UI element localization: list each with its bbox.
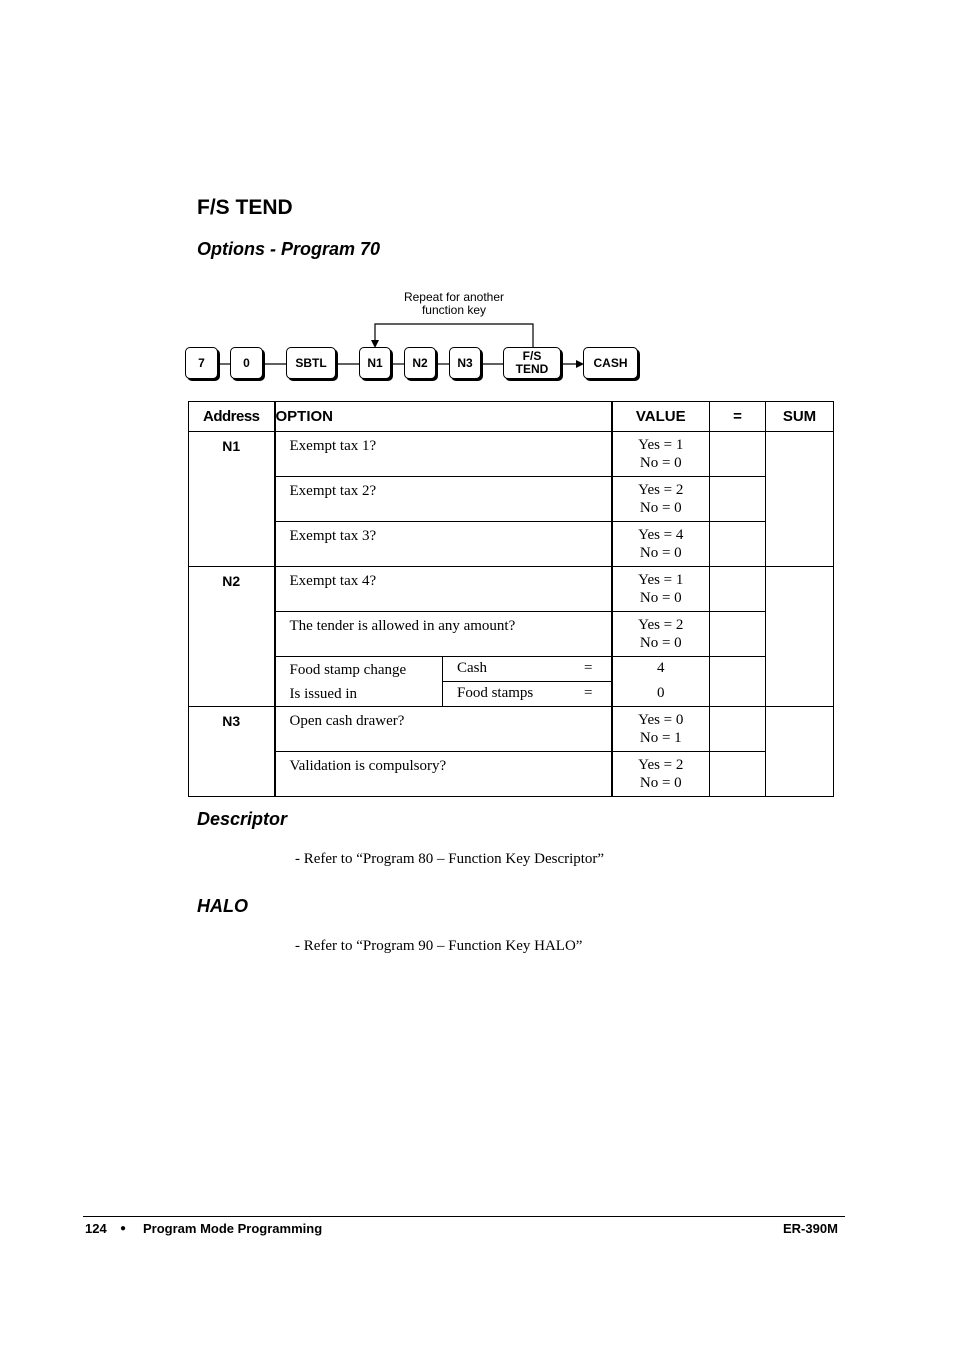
key-cash[interactable]: CASH: [583, 347, 638, 379]
equals-cell[interactable]: [710, 522, 766, 567]
footer-page-number: 124: [85, 1221, 107, 1236]
food-stamp-choice-cash: Cash =: [443, 657, 612, 682]
equals-cell[interactable]: [710, 612, 766, 657]
table-row: [189, 657, 834, 682]
options-table: [188, 401, 834, 797]
option-value: Yes = 0 No = 1: [612, 707, 710, 752]
food-stamp-option: Food stamp change Is issued in: [275, 657, 443, 707]
table-header-row: [189, 402, 834, 432]
descriptor-heading: Descriptor: [197, 809, 288, 829]
table-row: [189, 522, 834, 567]
option-value: Yes = 1 No = 0: [612, 432, 710, 477]
option-value: Yes = 2 No = 0: [612, 752, 710, 797]
option-text: Exempt tax 3?: [275, 522, 612, 567]
descriptor-reference: - Refer to “Program 80 – Function Key Descriptor”: [295, 851, 605, 867]
key-n3[interactable]: N3: [449, 347, 481, 379]
sum-cell-n3[interactable]: [766, 707, 834, 797]
header-sum: SUM: [766, 402, 834, 432]
sum-cell-n1[interactable]: [766, 432, 834, 567]
options-heading: Options - Program 70: [197, 239, 381, 259]
option-value: Yes = 4 No = 0: [612, 522, 710, 567]
page-title: F/S TEND: [197, 196, 293, 219]
header-address: Address: [189, 402, 275, 432]
diagram-connectors: [0, 0, 954, 400]
footer-divider: [83, 1216, 845, 1217]
equals-cell[interactable]: [710, 707, 766, 752]
equals-cell[interactable]: [710, 432, 766, 477]
equals-cell[interactable]: [710, 657, 766, 707]
option-value: Yes = 1 No = 0: [612, 567, 710, 612]
header-option: OPTION: [275, 402, 612, 432]
key-fs-tend[interactable]: F/S TEND: [503, 347, 561, 379]
option-text: Open cash drawer?: [275, 707, 612, 752]
food-stamp-value-food-stamps: 0: [612, 682, 710, 707]
table-row: [189, 567, 834, 612]
equals-cell[interactable]: [710, 477, 766, 522]
key-n2[interactable]: N2: [404, 347, 436, 379]
footer-section-title: Program Mode Programming: [143, 1221, 323, 1236]
key-0[interactable]: 0: [230, 347, 263, 379]
option-text: Validation is compulsory?: [275, 752, 612, 797]
option-text: Exempt tax 1?: [275, 432, 612, 477]
header-equals: =: [710, 402, 766, 432]
table-row: [189, 752, 834, 797]
option-text: Exempt tax 2?: [275, 477, 612, 522]
key-sbtl[interactable]: SBTL: [286, 347, 336, 379]
food-stamp-value-cash: 4: [612, 657, 710, 682]
table-row: [189, 612, 834, 657]
key-n1[interactable]: N1: [359, 347, 391, 379]
footer-model: ER-390M: [783, 1221, 838, 1236]
key-7[interactable]: 7: [185, 347, 218, 379]
footer-bullet-icon: ●: [120, 1223, 127, 1234]
header-value: VALUE: [612, 402, 710, 432]
address-n3: N3: [189, 707, 275, 797]
sum-cell-n2[interactable]: [766, 567, 834, 707]
table-row: [189, 707, 834, 752]
option-value: Yes = 2 No = 0: [612, 477, 710, 522]
table-row: [189, 477, 834, 522]
address-n1: N1: [189, 432, 275, 567]
table-row: [189, 432, 834, 477]
halo-reference: - Refer to “Program 90 – Function Key HALO”: [295, 938, 583, 954]
repeat-note: Repeat for another function key: [403, 290, 505, 317]
address-n2: N2: [189, 567, 275, 707]
equals-cell[interactable]: [710, 567, 766, 612]
equals-cell[interactable]: [710, 752, 766, 797]
option-text: The tender is allowed in any amount?: [275, 612, 612, 657]
halo-heading: HALO: [197, 896, 248, 916]
food-stamp-choice-food-stamps: Food stamps =: [443, 682, 612, 707]
option-text: Exempt tax 4?: [275, 567, 612, 612]
option-value: Yes = 2 No = 0: [612, 612, 710, 657]
